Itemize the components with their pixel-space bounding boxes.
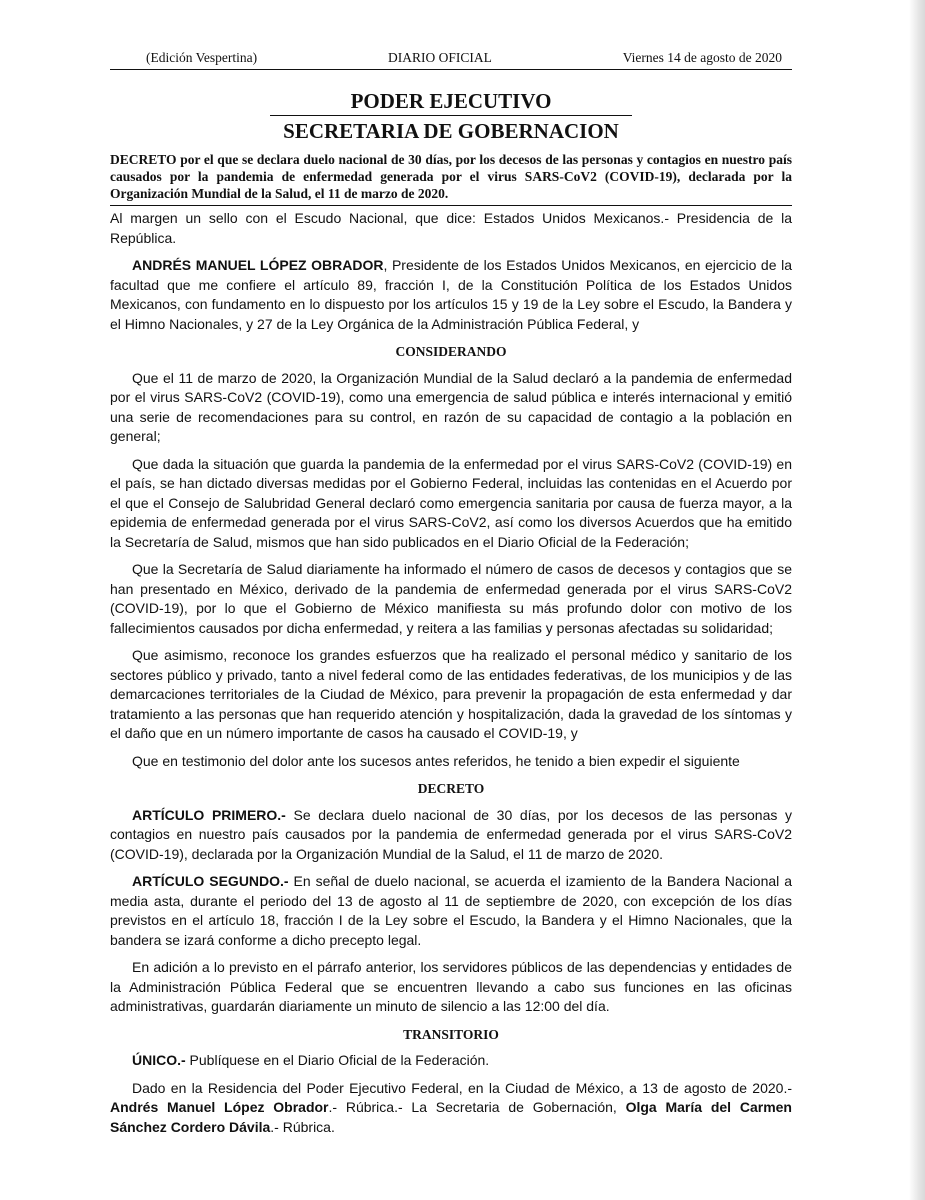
considerando-paragraph: Que el 11 de marzo de 2020, la Organización Mundial de la Salud declaró a la pandemia de enfermedad por el virus SARS-CoV2 (COVID-19), como una emergencia de salud pública e interés internacional y emitió una serie de recomendaciones para su control, en razón de su capacidad de contagio a la población en general; <box>110 369 792 444</box>
president-name: ANDRÉS MANUEL LÓPEZ OBRADOR <box>132 257 384 273</box>
article-text: Se declara duelo nacional de 30 días, por los decesos de las personas y contagios en nuestro país causados por la pandemia de enfermedad generada por el virus SARS-CoV2 (COVID-19), declarada por la Organización Mundial de la Salud, el 11 de marzo de 2020. <box>110 806 792 862</box>
article-segundo <box>110 872 792 950</box>
edition-label: (Edición Vespertina) <box>146 50 258 65</box>
closing-lead: Dado en la Residencia del Poder Ejecutivo Federal, en la Ciudad de México, a 13 de agosto de 2020.- <box>132 1079 792 1096</box>
article-label: ARTÍCULO PRIMERO.- <box>132 806 286 823</box>
transitorio-heading: TRANSITORIO <box>403 1026 499 1042</box>
running-header <box>110 48 792 70</box>
margin-note: Al margen un sello con el Escudo Nacional, que dice: Estados Unidos Mexicanos.- Presidencia de la República. <box>110 210 792 246</box>
article-text: En señal de duelo nacional, se acuerda el izamiento de la Bandera Nacional a media asta, durante el periodo del 13 de agosto al 11 de septiembre de 2020, con excepción de los días previstos en el artículo 18, fracción I de la Ley sobre el Escudo, la Bandera y el Himno Nacionales, que la bandera se izará conforme a dicho precepto legal. <box>110 873 792 948</box>
considerando-paragraph: Que asimismo, reconoce los grandes esfuerzos que ha realizado el personal médico y sanitario de los sectores público y privado, tanto a nivel federal como de las entidades federativas, de los municipios y de las demarcaciones territoriales de la Ciudad de México, para prevenir la propagación de esta enfermedad y dar tratamiento a las personas que han requerido atención y hospitalización, dada la gravedad de los síntomas y el daño que en un número importante de casos ha causado el COVID-19, y <box>110 647 792 741</box>
publication-name: DIARIO OFICIAL <box>387 50 492 65</box>
considerando-paragraph: Que dada la situación que guarda la pandemia de la enfermedad por el virus SARS-CoV2 (COVID-19) en el país, se han dictado diversas medidas por el Gobierno Federal, incluidas las contenidas en el Acuerdo por el que el Consejo de Salubridad General declaró como emergencia sanitaria por causa de fuerza mayor, a la epidemia de enfermedad generada por el virus SARS-CoV2, así como los diversos Acuerdos que ha emitido la Secretaría de Salud, mismos que han sido publicados en el Diario Oficial de la Federación; <box>110 455 792 550</box>
page-edge-shadow <box>909 0 925 1200</box>
preamble <box>110 256 792 334</box>
secretariat-title: SECRETARIA DE GOBERNACION <box>283 119 619 143</box>
article-primero <box>110 806 792 865</box>
signer-president: Andrés Manuel López Obrador <box>110 1099 329 1115</box>
preamble-text: , Presidente de los Estados Unidos Mexicanos, en ejercicio de la facultad que me confiere el artículo 89, fracción I, de la Constitución Política de los Estados Unidos Mexicanos, con fundamento en lo dispuesto por los artículos 15 y 19 de la Ley sobre el Escudo, la Bandera y el Himno Nacionales, y 27 de la Ley Orgánica de la Administración Pública Federal, y <box>110 257 792 332</box>
document-body <box>110 209 792 1137</box>
section-titles <box>110 89 792 143</box>
unico-label: ÚNICO.- <box>132 1052 186 1068</box>
gazette-page <box>110 48 792 1137</box>
considerando-paragraph: Que la Secretaría de Salud diariamente ha informado el número de casos de decesos y contagios que se han presentado en México, derivado de la pandemia de enfermedad generada por el virus SARS-CoV2 (COVID-19), por lo que el Gobierno de México manifiesta su más profundo dolor con motivo de los fallecimientos causados por dicha enfermedad, y reitera a las familias y personas afectadas su solidaridad; <box>110 561 792 636</box>
title-divider <box>270 115 632 116</box>
transitorio-unico <box>110 1051 792 1071</box>
considerando-heading: CONSIDERANDO <box>395 344 507 359</box>
considerando-paragraph: Que en testimonio del dolor ante los sucesos antes referidos, he tenido a bien expedir el siguiente <box>132 752 740 769</box>
closing-end: .- Rúbrica. <box>270 1118 335 1135</box>
decreto-heading: DECRETO <box>417 781 485 796</box>
branch-title: PODER EJECUTIVO <box>350 89 552 113</box>
unico-text: Publíquese en el Diario Oficial de la Federación. <box>185 1052 490 1068</box>
decree-title: DECRETO por el que se declara duelo nacional de 30 días, por los decesos de las personas y contagios en nuestro país causados por la pandemia de enfermedad generada por el virus SARS-CoV2 (COVID-19), declarada por la Organización Mundial de la Salud, el 11 de marzo de 2020. <box>110 151 792 206</box>
closing-paragraph <box>110 1079 792 1138</box>
addition-paragraph: En adición a lo previsto en el párrafo anterior, los servidores públicos de las dependencias y entidades de la Administración Pública Federal que se encuentren llevando a cabo sus funciones en las oficinas administrativas, guardarán diariamente un minuto de silencio a las 12:00 del día. <box>110 959 792 1014</box>
issue-date: Viernes 14 de agosto de 2020 <box>622 50 782 65</box>
signer-secretary: Olga María del Carmen Sánchez Cordero Dávila <box>110 1099 792 1135</box>
article-label: ARTÍCULO SEGUNDO.- <box>132 873 289 889</box>
closing-middle: .- Rúbrica.- La Secretaria de Gobernación, <box>328 1099 626 1115</box>
